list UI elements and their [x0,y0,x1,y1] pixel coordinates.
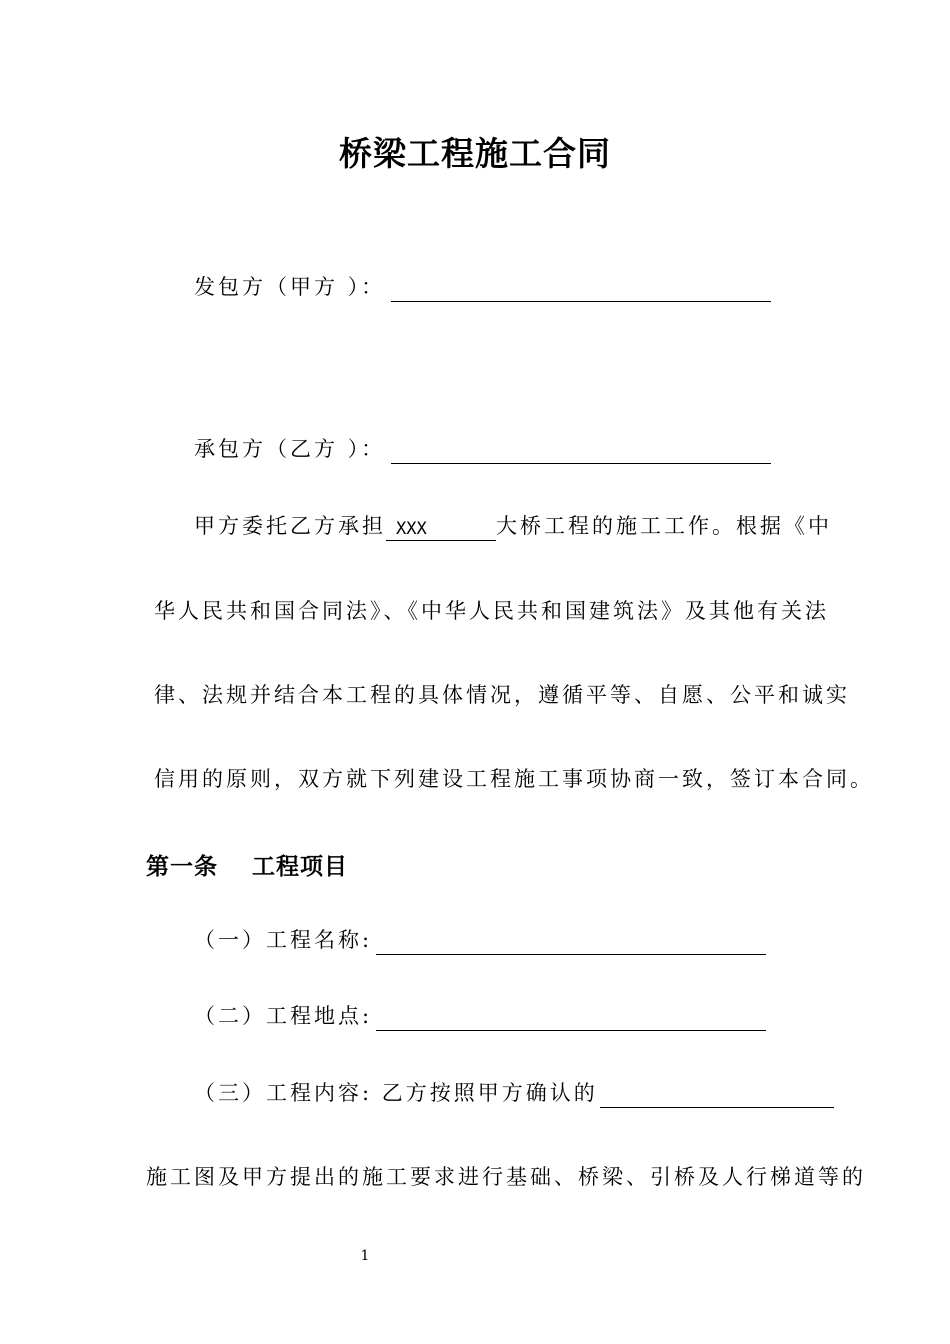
project-name-blank[interactable] [376,932,766,955]
article-1-title: 工程项目 [252,854,348,880]
drawing-reference-blank[interactable] [600,1085,834,1108]
project-location-blank[interactable] [376,1008,766,1031]
party-a-blank[interactable] [391,279,771,302]
project-name-field[interactable]: XXX [386,518,496,541]
intro-line-3: 律、法规并结合本工程的具体情况，遵循平等、自愿、公平和诚实 [154,683,850,707]
project-content-line [194,1078,834,1108]
project-location-line [194,1001,766,1031]
article-1-number: 第一条 [146,854,218,880]
intro-line-4: 信用的原则，双方就下列建设工程施工事项协商一致，签订本合同。 [154,767,874,791]
page-number: 1 [360,1248,370,1264]
project-name-label: （一）工程名称: [194,928,373,952]
party-b-label: 承包方（乙方 ）： [194,437,386,461]
project-location-label: （二）工程地点: [194,1004,373,1028]
project-content-label: （三）工程内容: 乙方按照甲方确认的 [194,1081,598,1105]
party-a-label: 发包方（甲方 ）： [194,275,386,299]
intro-line-1 [194,511,832,541]
project-content-continuation: 施工图及甲方提出的施工要求进行基础、桥梁、引桥及人行梯道等的 [146,1165,866,1189]
article-1-heading [146,852,348,882]
intro-line-1-prefix: 甲方委托乙方承担 [194,514,386,538]
project-name-line [194,925,766,955]
party-b-line [194,434,771,464]
intro-line-1-suffix: 大桥工程的施工工作。根据《中 [496,514,832,538]
intro-line-2: 华人民共和国合同法》、《中华人民共和国建筑法》及其他有关法 [154,599,829,623]
party-a-line [194,272,771,302]
document-title: 桥梁工程施工合同 [339,134,611,173]
party-b-blank[interactable] [391,441,771,464]
